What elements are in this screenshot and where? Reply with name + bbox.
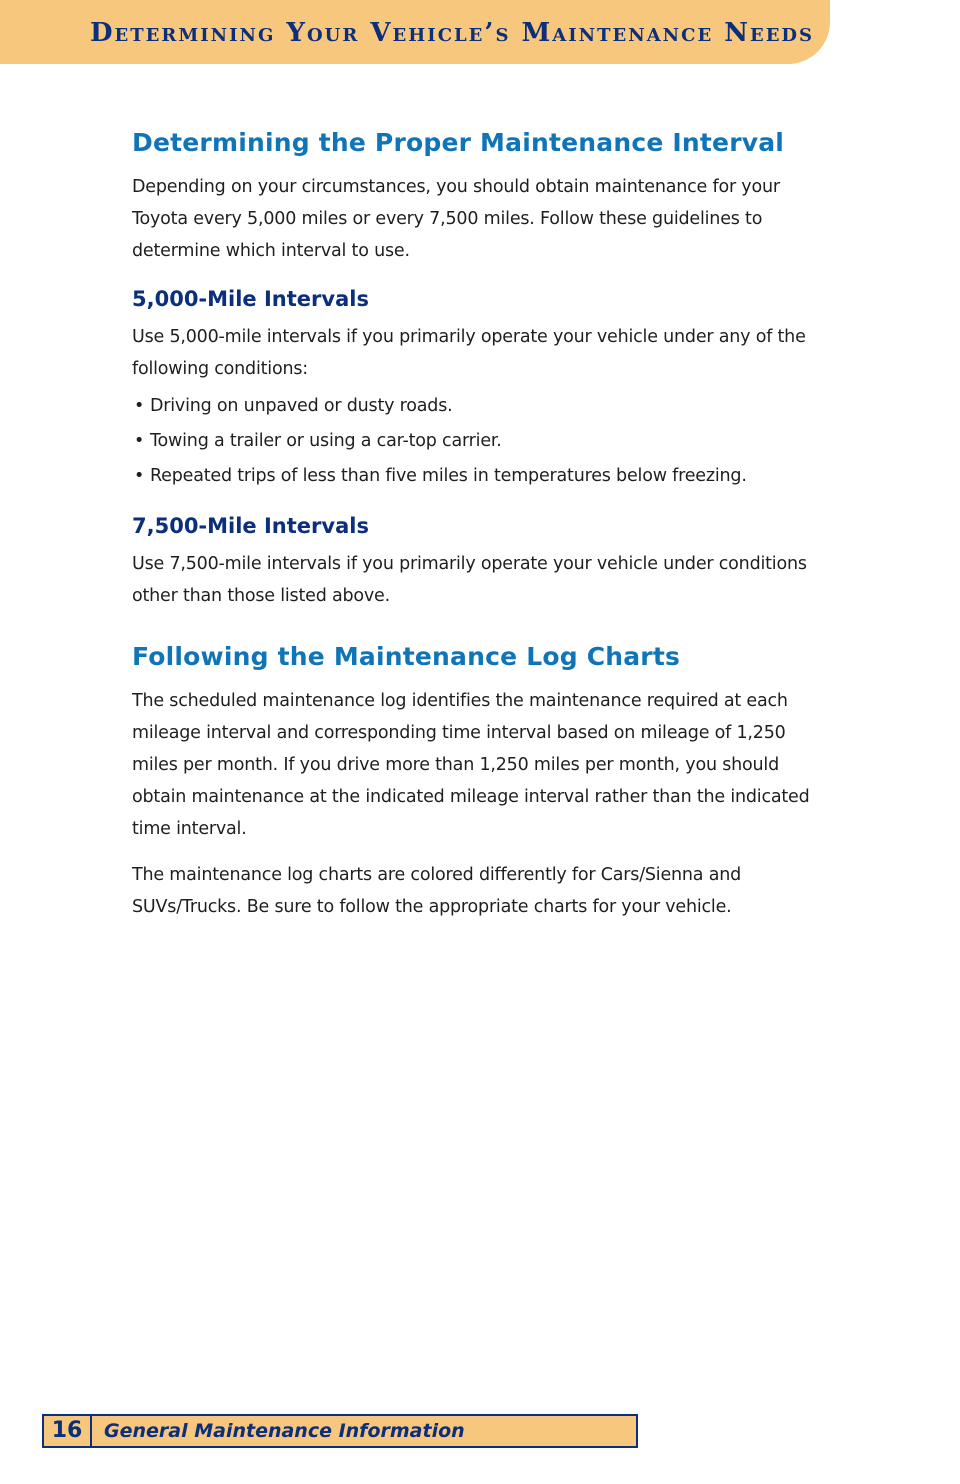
- log-paragraph-1: The scheduled maintenance log identifies the maintenance required at each mileage interval and corresponding time interval based on mileage of 1,250 miles per month. If you drive more than 1,250 miles per month, you should obtain maintenance at the indicated mileage interval rather than the indicated time interval.: [132, 691, 810, 839]
- page-header-title: Determining Your Vehicle’s Maintenance Needs: [90, 18, 815, 48]
- log-heading: Following the Maintenance Log Charts: [132, 642, 681, 671]
- list-item: • Repeated trips of less than five miles in temperatures below freezing.: [132, 459, 832, 494]
- condition-list: [132, 389, 832, 494]
- bullet-icon: •: [134, 431, 145, 451]
- footer-section-label: General Maintenance Information: [104, 1420, 465, 1442]
- page-number: 16: [44, 1416, 92, 1446]
- bullet-icon: •: [134, 466, 145, 486]
- five-thousand-text: Use 5,000-mile intervals if you primarily operate your vehicle under any of the following conditions:: [132, 327, 806, 379]
- seven-five-thousand-text: Use 7,500-mile intervals if you primarily operate your vehicle under conditions other than those listed above.: [132, 554, 807, 606]
- header-band: [0, 0, 830, 64]
- page-footer: [42, 1414, 638, 1448]
- list-item: • Driving on unpaved or dusty roads.: [132, 389, 832, 424]
- five-thousand-heading: 5,000-Mile Intervals: [132, 287, 369, 311]
- main-content: [132, 128, 832, 923]
- interval-intro: Depending on your circumstances, you should obtain maintenance for your Toyota every 5,000 miles or every 7,500 miles. Follow these guidelines to determine which interval to use.: [132, 177, 780, 261]
- seven-five-thousand-heading: 7,500-Mile Intervals: [132, 514, 369, 538]
- log-section: [132, 642, 832, 923]
- interval-heading: Determining the Proper Maintenance Interval: [132, 128, 785, 157]
- list-item: • Towing a trailer or using a car-top carrier.: [132, 424, 832, 459]
- interval-section: [132, 128, 832, 612]
- bullet-icon: •: [134, 396, 145, 416]
- log-paragraph-2: The maintenance log charts are colored differently for Cars/Sienna and SUVs/Trucks. Be sure to follow the appropriate charts for your vehicle.: [132, 865, 742, 917]
